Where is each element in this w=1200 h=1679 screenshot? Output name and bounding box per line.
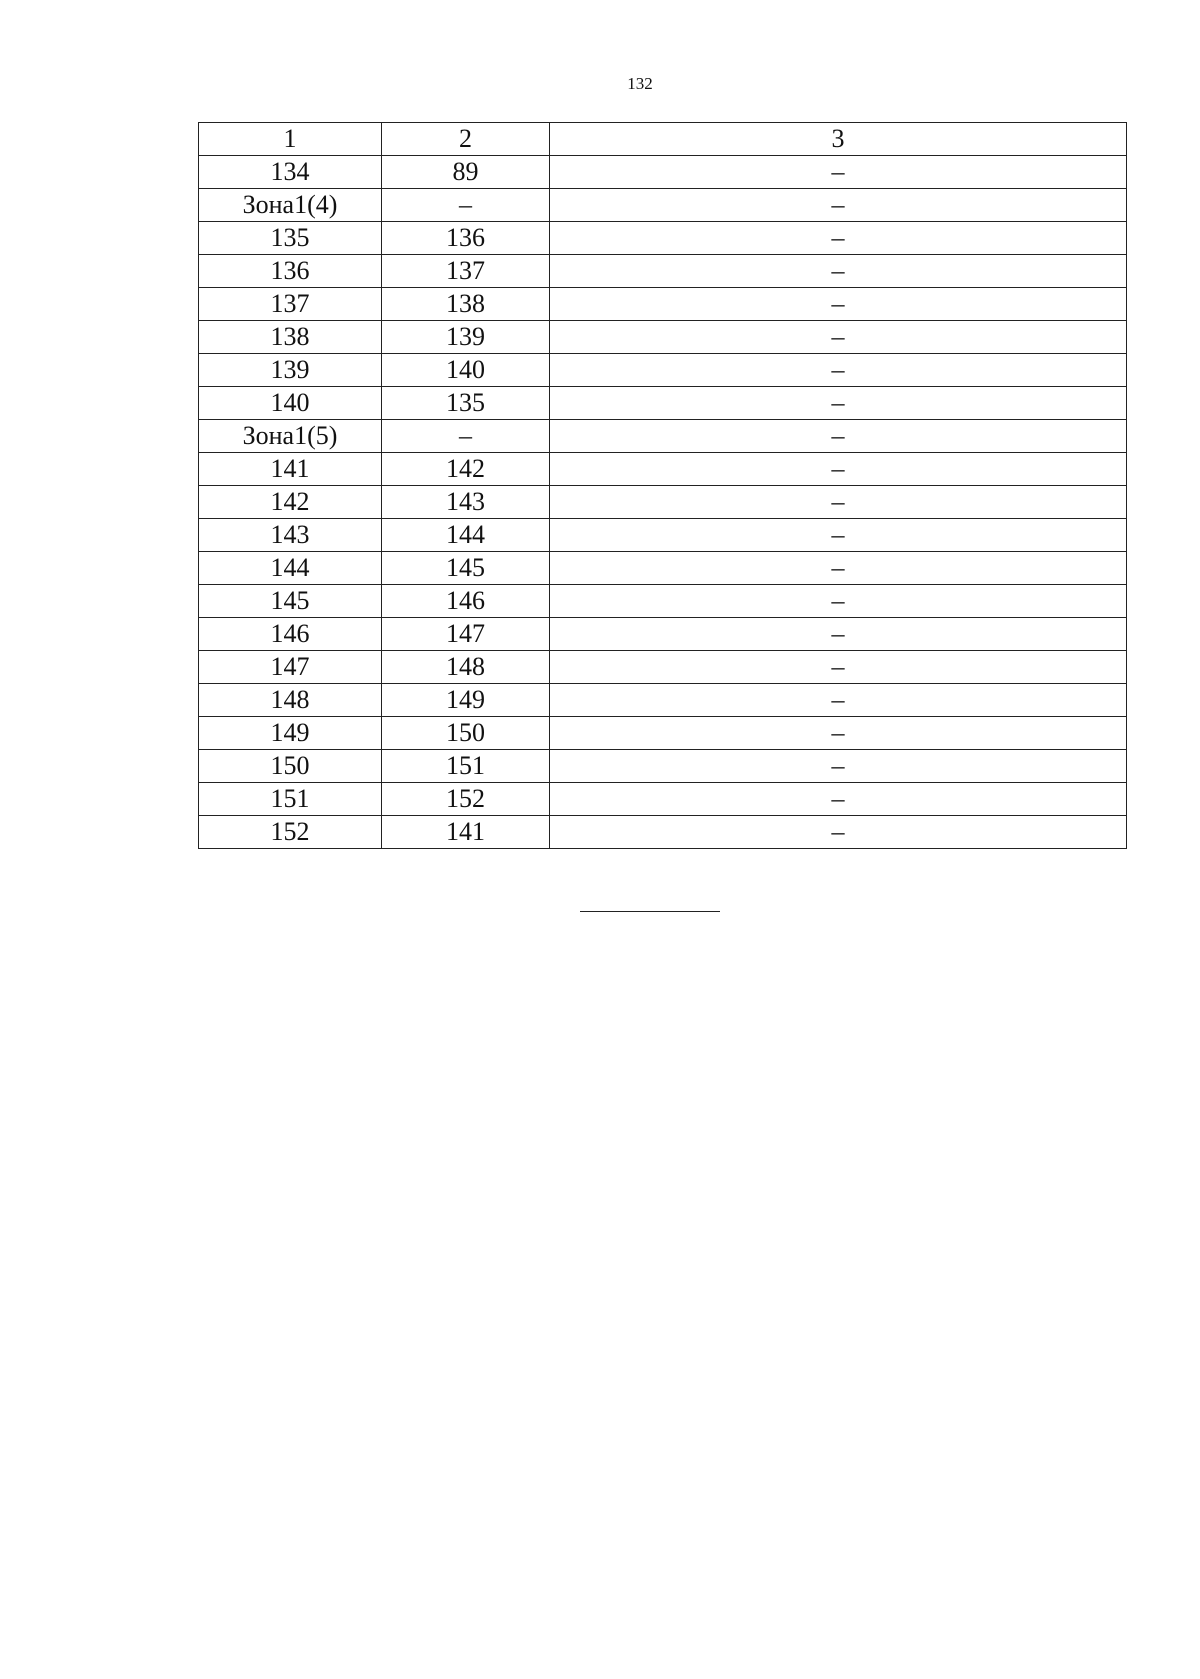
- column-header-2: 2: [382, 123, 550, 156]
- table-row: [199, 354, 1127, 387]
- table-row: [199, 420, 1127, 453]
- table-row: [199, 684, 1127, 717]
- table-row: [199, 255, 1127, 288]
- table-cell-col-2: 139: [382, 321, 550, 354]
- table-row: [199, 453, 1127, 486]
- table-row: [199, 750, 1127, 783]
- table-cell-col-3: –: [550, 519, 1127, 552]
- table-cell-col-3: –: [550, 486, 1127, 519]
- table-cell-col-3: –: [550, 816, 1127, 849]
- table-cell-col-1: Зона1(4): [199, 189, 382, 222]
- table-cell-col-2: 145: [382, 552, 550, 585]
- table-cell-col-1: 143: [199, 519, 382, 552]
- column-header-1: 1: [199, 123, 382, 156]
- table-cell-col-1: 146: [199, 618, 382, 651]
- table-row: [199, 222, 1127, 255]
- end-divider-line: [580, 911, 720, 912]
- page-number: 132: [627, 74, 653, 93]
- table-cell-col-2: 140: [382, 354, 550, 387]
- table-cell-col-1: 138: [199, 321, 382, 354]
- table-header-row: [199, 123, 1127, 156]
- table-row: [199, 519, 1127, 552]
- table-cell-col-3: –: [550, 189, 1127, 222]
- table-cell-col-1: 147: [199, 651, 382, 684]
- table-cell-col-3: –: [550, 618, 1127, 651]
- table-cell-col-3: –: [550, 420, 1127, 453]
- table-cell-col-2: 147: [382, 618, 550, 651]
- table-cell-col-2: 143: [382, 486, 550, 519]
- table-cell-col-2: 89: [382, 156, 550, 189]
- table-cell-col-3: –: [550, 288, 1127, 321]
- table-cell-col-1: 137: [199, 288, 382, 321]
- table-cell-col-2: 149: [382, 684, 550, 717]
- table-cell-col-2: 135: [382, 387, 550, 420]
- table-cell-col-3: –: [550, 717, 1127, 750]
- table-cell-col-3: –: [550, 387, 1127, 420]
- table-cell-col-2: 141: [382, 816, 550, 849]
- table-cell-col-1: 141: [199, 453, 382, 486]
- table-cell-col-1: 145: [199, 585, 382, 618]
- table-cell-col-2: 150: [382, 717, 550, 750]
- table-row: [199, 387, 1127, 420]
- table-row: [199, 189, 1127, 222]
- table-cell-col-2: 151: [382, 750, 550, 783]
- table-row: [199, 717, 1127, 750]
- table-cell-col-2: 148: [382, 651, 550, 684]
- table-cell-col-1: 142: [199, 486, 382, 519]
- table-cell-col-2: 136: [382, 222, 550, 255]
- table-cell-col-2: 137: [382, 255, 550, 288]
- table-row: [199, 321, 1127, 354]
- table-cell-col-3: –: [550, 156, 1127, 189]
- table-cell-col-1: 135: [199, 222, 382, 255]
- table-cell-col-1: 136: [199, 255, 382, 288]
- table-cell-col-3: –: [550, 585, 1127, 618]
- table-row: [199, 486, 1127, 519]
- column-header-3: 3: [550, 123, 1127, 156]
- table-row: [199, 816, 1127, 849]
- table-cell-col-3: –: [550, 783, 1127, 816]
- table-cell-col-2: 152: [382, 783, 550, 816]
- table-cell-col-1: Зона1(5): [199, 420, 382, 453]
- table-cell-col-2: –: [382, 189, 550, 222]
- table-cell-col-3: –: [550, 354, 1127, 387]
- table-row: [199, 288, 1127, 321]
- table-cell-col-1: 152: [199, 816, 382, 849]
- table-cell-col-3: –: [550, 552, 1127, 585]
- table-cell-col-2: 138: [382, 288, 550, 321]
- table-cell-col-1: 151: [199, 783, 382, 816]
- table-body: [199, 123, 1127, 849]
- data-table: [198, 122, 1127, 849]
- table-cell-col-3: –: [550, 750, 1127, 783]
- table-row: [199, 783, 1127, 816]
- table-row: [199, 618, 1127, 651]
- table-cell-col-2: 146: [382, 585, 550, 618]
- table-cell-col-1: 139: [199, 354, 382, 387]
- table-row: [199, 156, 1127, 189]
- table-cell-col-3: –: [550, 255, 1127, 288]
- table-cell-col-1: 148: [199, 684, 382, 717]
- table-row: [199, 585, 1127, 618]
- table-row: [199, 552, 1127, 585]
- table-cell-col-3: –: [550, 651, 1127, 684]
- table-cell-col-1: 140: [199, 387, 382, 420]
- table-cell-col-3: –: [550, 321, 1127, 354]
- table-cell-col-1: 150: [199, 750, 382, 783]
- table-cell-col-2: 144: [382, 519, 550, 552]
- table-cell-col-2: –: [382, 420, 550, 453]
- table-cell-col-3: –: [550, 684, 1127, 717]
- table-cell-col-1: 134: [199, 156, 382, 189]
- table-row: [199, 651, 1127, 684]
- table-cell-col-1: 149: [199, 717, 382, 750]
- table-cell-col-3: –: [550, 453, 1127, 486]
- table-cell-col-2: 142: [382, 453, 550, 486]
- table-cell-col-3: –: [550, 222, 1127, 255]
- table-cell-col-1: 144: [199, 552, 382, 585]
